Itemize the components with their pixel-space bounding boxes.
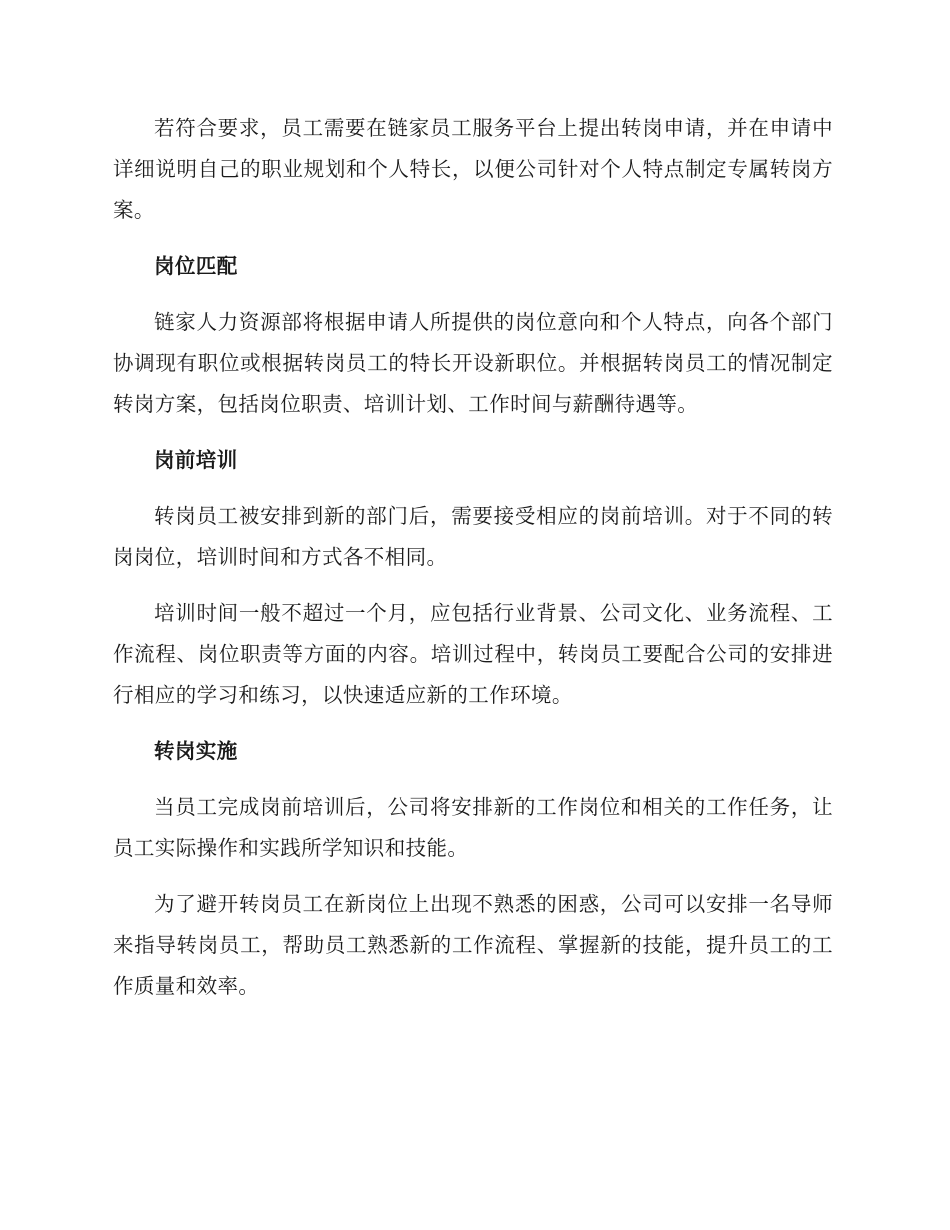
paragraph-training-intro: 转岗员工被安排到新的部门后，需要接受相应的岗前培训。对于不同的转岗岗位，培训时间和方式各不相同。 bbox=[113, 504, 833, 569]
paragraph-matching: 链家人力资源部将根据申请人所提供的岗位意向和个人特点，向各个部门协调现有职位或根据转岗员工的特长开设新职位。并根据转岗员工的情况制定转岗方案，包括岗位职责、培训计划、工作时间与薪酬待遇等。 bbox=[113, 310, 833, 416]
paragraph-apply: 若符合要求，员工需要在链家员工服务平台上提出转岗申请，并在申请中详细说明自己的职业规划和个人特长，以便公司针对个人特点制定专属转岗方案。 bbox=[113, 116, 833, 222]
paragraph-training-content: 培训时间一般不超过一个月，应包括行业背景、公司文化、业务流程、工作流程、岗位职责等方面的内容。培训过程中，转岗员工要配合公司的安排进行相应的学习和练习，以快速适应新的工作环境。 bbox=[113, 601, 833, 707]
document-page bbox=[113, 108, 833, 1022]
heading-pre-job-training: 岗前培训 bbox=[154, 448, 238, 472]
heading-transfer-implementation: 转岗实施 bbox=[154, 739, 238, 763]
paragraph-mentor: 为了避开转岗员工在新岗位上出现不熟悉的困惑，公司可以安排一名导师来指导转岗员工，帮助员工熟悉新的工作流程、掌握新的技能，提升员工的工作质量和效率。 bbox=[113, 892, 833, 998]
paragraph-implementation: 当员工完成岗前培训后，公司将安排新的工作岗位和相关的工作任务，让员工实际操作和实践所学知识和技能。 bbox=[113, 795, 833, 860]
heading-position-matching: 岗位匹配 bbox=[154, 254, 238, 278]
